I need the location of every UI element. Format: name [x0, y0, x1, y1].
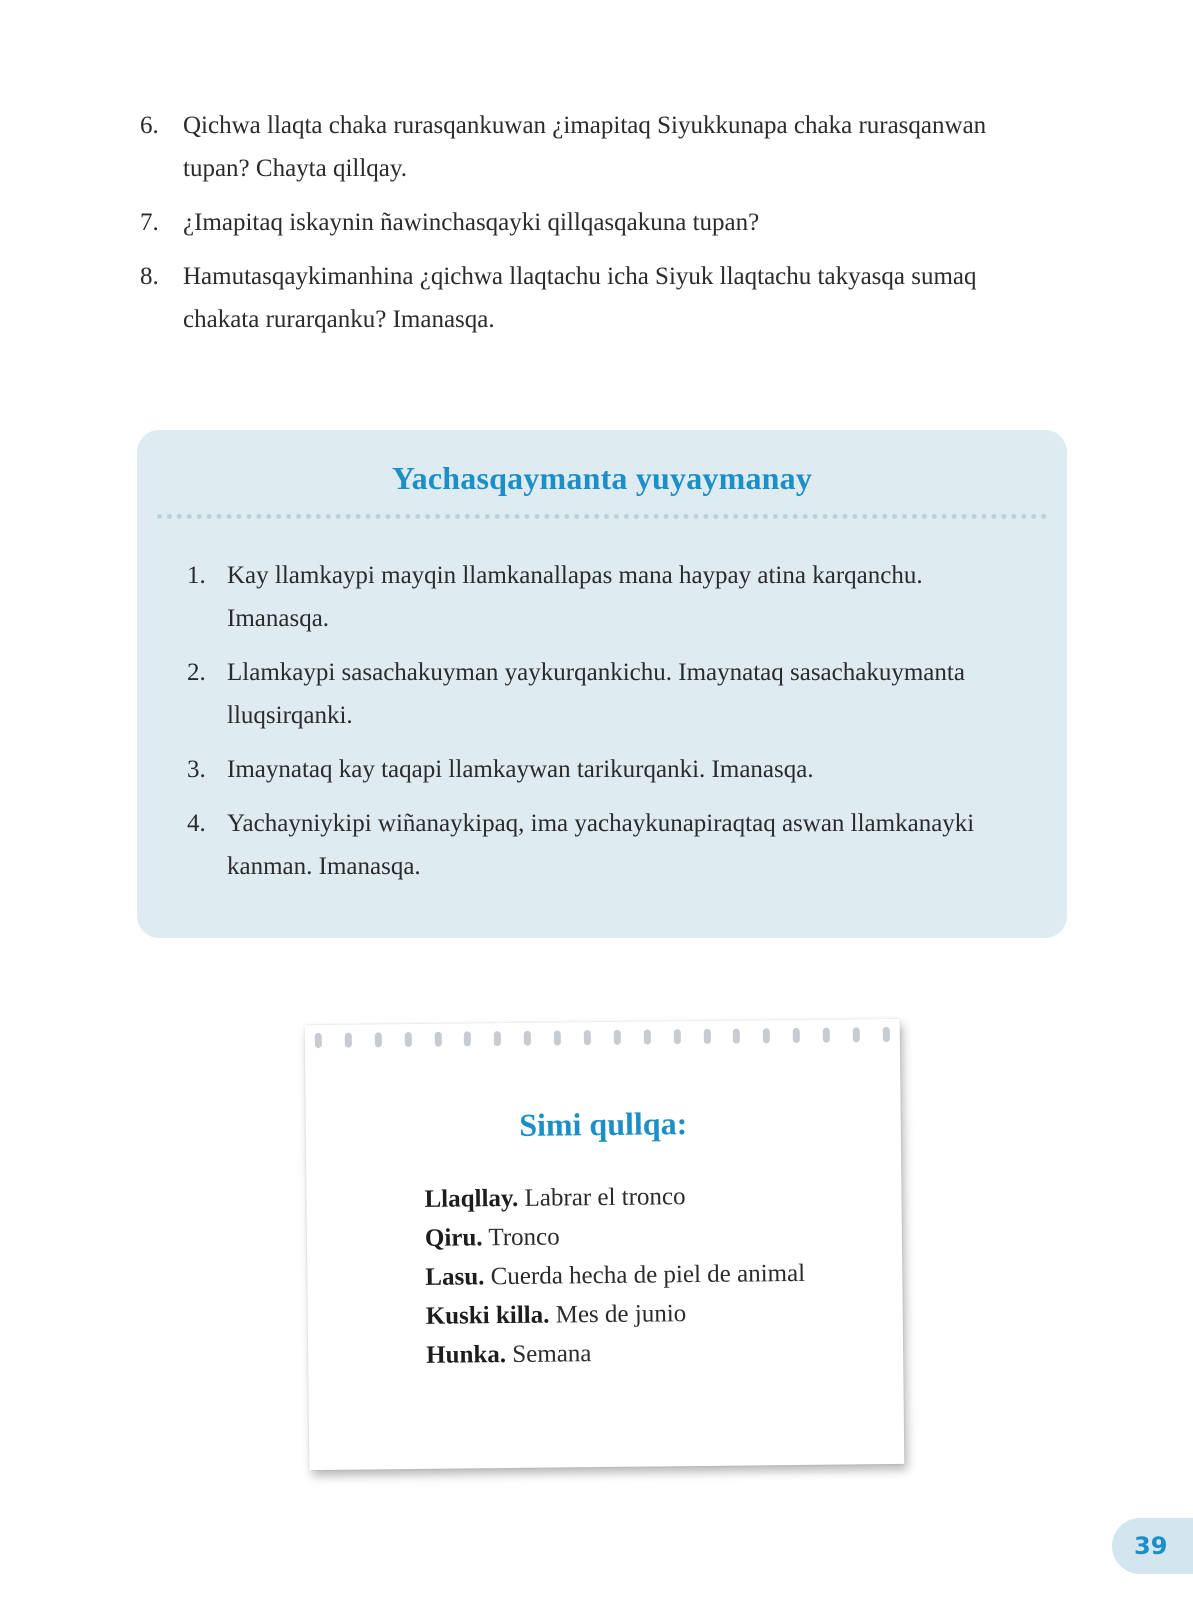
reflection-number: 4. — [187, 810, 206, 837]
spiral-hole-icon — [703, 1029, 710, 1044]
glossary-term: Lasu. — [425, 1263, 485, 1291]
glossary-term: Llaqllay. — [424, 1184, 519, 1213]
question-number: 7. — [140, 209, 159, 236]
spiral-hole-icon — [763, 1028, 770, 1043]
glossary-term: Hunka. — [426, 1341, 507, 1369]
spiral-hole-icon — [494, 1031, 501, 1046]
spiral-hole-icon — [614, 1030, 621, 1045]
question-number: 8. — [140, 263, 159, 290]
reflection-text: Kay llamkaypi mayqin llamkanallapas mana haypay atina karqanchu. Imanasqa. — [227, 562, 923, 632]
spiral-hole-icon — [315, 1033, 322, 1048]
spiral-hole-icon — [524, 1031, 531, 1046]
question-item — [140, 104, 1000, 190]
glossary-list — [424, 1176, 826, 1375]
spiral-hole-icon — [644, 1030, 651, 1045]
dotted-divider — [157, 514, 1047, 519]
glossary-entry — [426, 1293, 826, 1336]
glossary-entry — [425, 1215, 825, 1258]
reflection-text: Imaynataq kay taqapi llamkaywan tarikurqanki. Imanasqa. — [227, 756, 814, 783]
glossary-definition: Semana — [512, 1340, 592, 1368]
question-text: Qichwa llaqta chaka rurasqankuwan ¿imapitaq Siyukkunapa chaka rurasqanwan tupan? Chayta qillqay. — [183, 112, 987, 182]
spiral-hole-icon — [853, 1027, 860, 1042]
reflection-number: 1. — [187, 562, 206, 589]
spiral-hole-icon — [464, 1031, 471, 1046]
reflection-list — [187, 554, 1007, 899]
reflection-item — [187, 748, 1007, 791]
glossary-term: Kuski killa. — [425, 1301, 550, 1330]
page-number-tab — [1112, 1518, 1193, 1574]
reflection-text: Llamkaypi sasachakuyman yaykurqankichu. Imaynataq sasachakuymanta lluqsirqanki. — [227, 659, 965, 729]
reflection-number: 2. — [187, 659, 206, 686]
spiral-hole-icon — [823, 1028, 830, 1043]
spiral-hole-icon — [345, 1033, 352, 1048]
comprehension-questions — [140, 104, 1000, 352]
question-text: ¿Imapitaq iskaynin ñawinchasqayki qillqasqakuna tupan? — [183, 209, 760, 236]
spiral-hole-icon — [793, 1028, 800, 1043]
glossary-term: Qiru. — [424, 1224, 483, 1252]
glossary-entry — [425, 1254, 825, 1297]
spiral-holes — [315, 1027, 890, 1049]
spiral-hole-icon — [883, 1027, 890, 1042]
glossary-title: Simi qullqa: — [519, 1105, 688, 1143]
spiral-hole-icon — [375, 1032, 382, 1047]
spiral-hole-icon — [673, 1029, 680, 1044]
question-item — [140, 201, 1000, 244]
reflection-item — [187, 554, 1007, 640]
spiral-hole-icon — [434, 1032, 441, 1047]
glossary-definition: Labrar el tronco — [524, 1183, 686, 1212]
spiral-hole-icon — [584, 1030, 591, 1045]
reflection-number: 3. — [187, 756, 206, 783]
glossary-note — [305, 1019, 905, 1470]
glossary-entry — [424, 1176, 824, 1219]
page-number: 39 — [1134, 1532, 1168, 1560]
spiral-hole-icon — [554, 1030, 561, 1045]
glossary-definition: Cuerda hecha de piel de animal — [490, 1259, 806, 1291]
glossary-definition: Tronco — [488, 1223, 560, 1252]
reflection-text: Yachayniykipi wiñanaykipaq, ima yachaykunapiraqtaq aswan llamkanayki kanman. Imanasqa. — [227, 810, 975, 880]
spiral-hole-icon — [404, 1032, 411, 1047]
reflection-item — [187, 651, 1007, 737]
reflection-title: Yachasqaymanta yuyaymanay — [391, 460, 813, 496]
question-number: 6. — [140, 112, 159, 139]
glossary-entry — [426, 1332, 826, 1375]
question-text: Hamutasqaykimanhina ¿qichwa llaqtachu icha Siyuk llaqtachu takyasqa sumaq chakata rurarqanku? Imanasqa. — [183, 263, 977, 333]
question-item — [140, 255, 1000, 341]
spiral-hole-icon — [733, 1029, 740, 1044]
reflection-item — [187, 802, 1007, 888]
glossary-definition: Mes de junio — [555, 1300, 687, 1329]
reflection-box — [137, 430, 1067, 938]
